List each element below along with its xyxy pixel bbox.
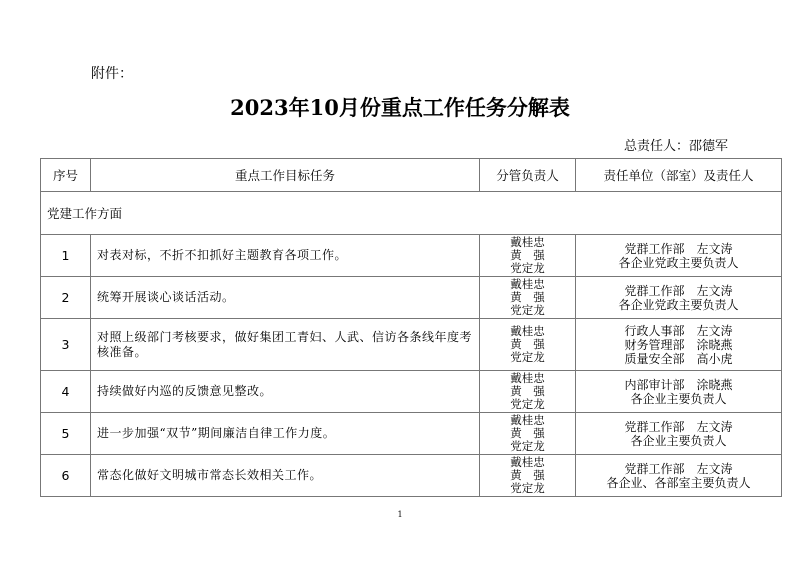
leader-name: 戴桂忠: [510, 235, 545, 249]
document-title: 2023年10月份重点工作任务分解表: [230, 95, 570, 120]
row-task: 常态化做好文明城市常态长效相关工作。: [91, 455, 480, 497]
unit-line: 各企业党政主要负责人: [618, 297, 739, 312]
leader-name: 党定龙: [510, 481, 545, 495]
row-index: 3: [41, 319, 91, 371]
header-task: 重点工作目标任务: [91, 159, 480, 192]
row-task: 持续做好内巡的反馈意见整改。: [91, 371, 480, 413]
section-title: 党建工作方面: [41, 192, 782, 235]
row-leaders: [480, 371, 576, 413]
row-index: 4: [41, 371, 91, 413]
unit-line: 财务管理部 涂晓燕: [624, 337, 733, 352]
row-units: [576, 413, 782, 455]
row-leaders: [480, 413, 576, 455]
row-index: 2: [41, 277, 91, 319]
unit-line: 各企业党政主要负责人: [618, 255, 739, 270]
leader-name: 黄 强: [510, 426, 545, 440]
table-row: [41, 277, 782, 319]
table-row: [41, 413, 782, 455]
row-units: [576, 455, 782, 497]
row-units: [576, 277, 782, 319]
leader-name: 黄 强: [510, 290, 545, 304]
leader-name: 戴桂忠: [510, 455, 545, 469]
section-row: [41, 192, 782, 235]
row-leaders: [480, 319, 576, 371]
header-unit: 责任单位（部室）及责任人: [576, 159, 782, 192]
leader-name: 黄 强: [510, 248, 545, 262]
leader-name: 党定龙: [510, 397, 545, 411]
row-index: 5: [41, 413, 91, 455]
attachment-label: 附件：: [91, 66, 133, 82]
unit-line: 各企业、各部室主要负责人: [606, 475, 751, 490]
leader-name: 党定龙: [510, 303, 545, 317]
header-index: 序号: [41, 159, 91, 192]
unit-line: 党群工作部 左文涛: [624, 241, 733, 256]
unit-line: 行政人事部 左文涛: [624, 323, 733, 338]
leader-name: 戴桂忠: [510, 324, 545, 338]
leader-name: 党定龙: [510, 439, 545, 453]
row-units: [576, 371, 782, 413]
row-leaders: [480, 277, 576, 319]
table-row: [41, 319, 782, 371]
leader-name: 戴桂忠: [510, 371, 545, 385]
leader-name: 党定龙: [510, 350, 545, 364]
unit-line: 党群工作部 左文涛: [624, 461, 733, 476]
leader-name: 黄 强: [510, 468, 545, 482]
unit-line: 党群工作部 左文涛: [624, 419, 733, 434]
chief-responsible: 总责任人：邵德军: [624, 139, 729, 154]
unit-line: 党群工作部 左文涛: [624, 283, 733, 298]
leader-name: 黄 强: [510, 384, 545, 398]
row-index: 6: [41, 455, 91, 497]
row-task: 进一步加强“双节”期间廉洁自律工作力度。: [91, 413, 480, 455]
leader-name: 戴桂忠: [510, 277, 545, 291]
table-header-row: [41, 159, 782, 192]
row-index: 1: [41, 235, 91, 277]
row-task: 统筹开展谈心谈话活动。: [91, 277, 480, 319]
table-row: [41, 371, 782, 413]
row-units: [576, 235, 782, 277]
task-table: [40, 158, 782, 497]
leader-name: 戴桂忠: [510, 413, 545, 427]
unit-line: 各企业主要负责人: [630, 433, 727, 448]
row-leaders: [480, 235, 576, 277]
table-row: [41, 455, 782, 497]
leader-name: 党定龙: [510, 261, 545, 275]
unit-line: 质量安全部 高小虎: [624, 351, 733, 366]
row-task: 对照上级部门考核要求，做好集团工青妇、人武、信访各条线年度考核准备。: [91, 319, 480, 371]
row-leaders: [480, 455, 576, 497]
unit-line: 各企业主要负责人: [630, 391, 727, 406]
row-units: [576, 319, 782, 371]
row-task: 对表对标，不折不扣抓好主题教育各项工作。: [91, 235, 480, 277]
unit-line: 内部审计部 涂晓燕: [624, 377, 733, 392]
leader-name: 黄 强: [510, 337, 545, 351]
header-leader: 分管负责人: [480, 159, 576, 192]
table-row: [41, 235, 782, 277]
page-number: 1: [397, 510, 403, 519]
